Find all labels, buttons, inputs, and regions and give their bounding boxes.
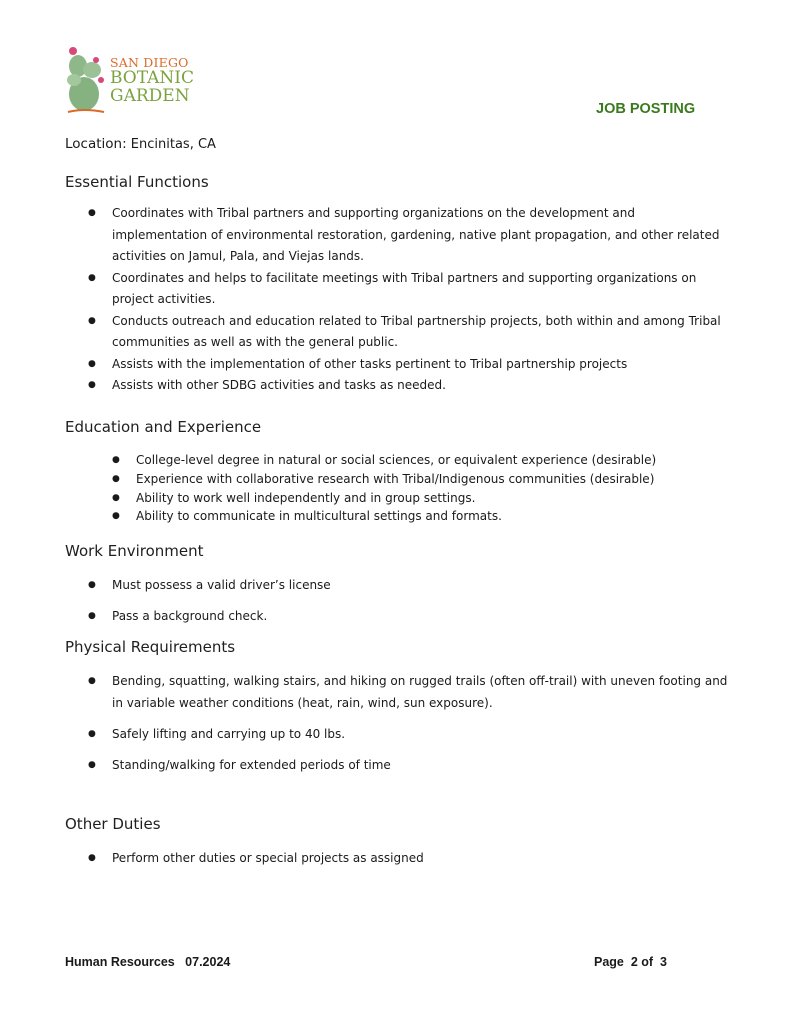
heading-work-environment: Work Environment: [65, 542, 204, 560]
list-item-text: Experience with collaborative research with Tribal/Indigenous communities (desirable): [136, 471, 655, 486]
bullet-icon: ●: [88, 853, 96, 863]
bullet-icon: ●: [88, 676, 96, 686]
heading-other-duties: Other Duties: [65, 815, 161, 833]
bullet-icon: ●: [112, 511, 120, 522]
bullet-icon: ●: [88, 759, 96, 770]
list-item-text: Coordinates with Tribal partners and supporting organizations on the development and implementation of environmental restoration, gardening, native plant propagation, and other related activities on Jamul, Pala, and Viejas lands.: [112, 206, 720, 263]
bullet-icon: ●: [112, 455, 120, 465]
education-list: [112, 451, 736, 526]
footer-right-text: Page 2 of 3: [594, 955, 667, 969]
list-item: [112, 470, 736, 489]
bullet-icon: ●: [88, 272, 96, 283]
list-item: [88, 311, 732, 354]
list-item: [88, 375, 732, 397]
physical-requirements-list: [88, 671, 732, 786]
logo: [64, 44, 214, 120]
list-item: [88, 203, 732, 268]
location-value: Encinitas, CA: [130, 137, 216, 152]
heading-physical-requirements: Physical Requirements: [65, 638, 236, 656]
bullet-icon: ●: [88, 315, 96, 326]
heading-essential-functions: Essential Functions: [65, 173, 209, 191]
footer-left-text: Human Resources 07.2024: [65, 955, 231, 969]
footer-page-number: [594, 955, 667, 969]
heading-education-experience: Education and Experience: [65, 418, 262, 436]
footer-department-date: [65, 955, 230, 969]
bullet-icon: ●: [112, 473, 120, 484]
bullet-icon: ●: [112, 492, 120, 503]
list-item-text: Standing/walking for extended periods of time: [112, 757, 391, 772]
list-item: [88, 671, 732, 714]
posting-title: JOB POSTING: [596, 101, 696, 117]
work-environment-list: [88, 575, 732, 637]
logo-line-botanic: BOTANIC: [110, 68, 195, 88]
bullet-icon: ●: [88, 208, 96, 218]
list-item: [88, 755, 732, 777]
list-item-text: Perform other duties or special projects as assigned: [112, 851, 424, 865]
list-item-text: Assists with other SDBG activities and tasks as needed.: [112, 378, 446, 392]
list-item-text: Ability to work well independently and in group settings.: [136, 490, 476, 505]
list-item: [88, 606, 732, 628]
list-item: [112, 507, 736, 526]
list-item-text: Coordinates and helps to facilitate meetings with Tribal partners and supporting organizations on project activities.: [112, 270, 697, 306]
logo-line-san-diego: SAN DIEGO: [110, 55, 189, 70]
bullet-icon: ●: [88, 358, 96, 369]
list-item-text: Pass a background check.: [112, 609, 268, 623]
list-item: [88, 848, 732, 870]
list-item: [112, 489, 736, 508]
list-item: [88, 575, 732, 597]
list-item: [88, 268, 732, 311]
list-item-text: College-level degree in natural or social sciences, or equivalent experience (desirable): [136, 453, 657, 467]
list-item: [88, 354, 732, 376]
list-item-text: Assists with the implementation of other tasks pertinent to Tribal partnership projects: [112, 356, 628, 371]
essential-functions-list: [88, 203, 732, 397]
list-item: [112, 451, 736, 470]
location-label: Location:: [65, 136, 127, 152]
bullet-icon: ●: [88, 580, 96, 590]
bullet-icon: ●: [88, 380, 96, 390]
list-item: [88, 724, 732, 746]
bullet-icon: ●: [88, 611, 96, 621]
list-item-text: Must possess a valid driver’s license: [112, 578, 331, 592]
list-item-text: Ability to communicate in multicultural settings and formats.: [136, 509, 502, 524]
location-line: [65, 136, 216, 152]
list-item-text: Bending, squatting, walking stairs, and hiking on rugged trails (often off-trail) with uneven footing and in variable weather conditions (heat, rain, wind, sun exposure).: [112, 674, 728, 710]
cactus-icon: [64, 44, 110, 120]
logo-line-garden: GARDEN: [110, 86, 190, 106]
other-duties-list: [88, 848, 732, 870]
list-item-text: Conducts outreach and education related to Tribal partnership projects, both within and among Tribal communities as well as with the general public.: [112, 313, 721, 349]
bullet-icon: ●: [88, 728, 96, 739]
list-item-text: Safely lifting and carrying up to 40 lbs.: [112, 726, 346, 741]
